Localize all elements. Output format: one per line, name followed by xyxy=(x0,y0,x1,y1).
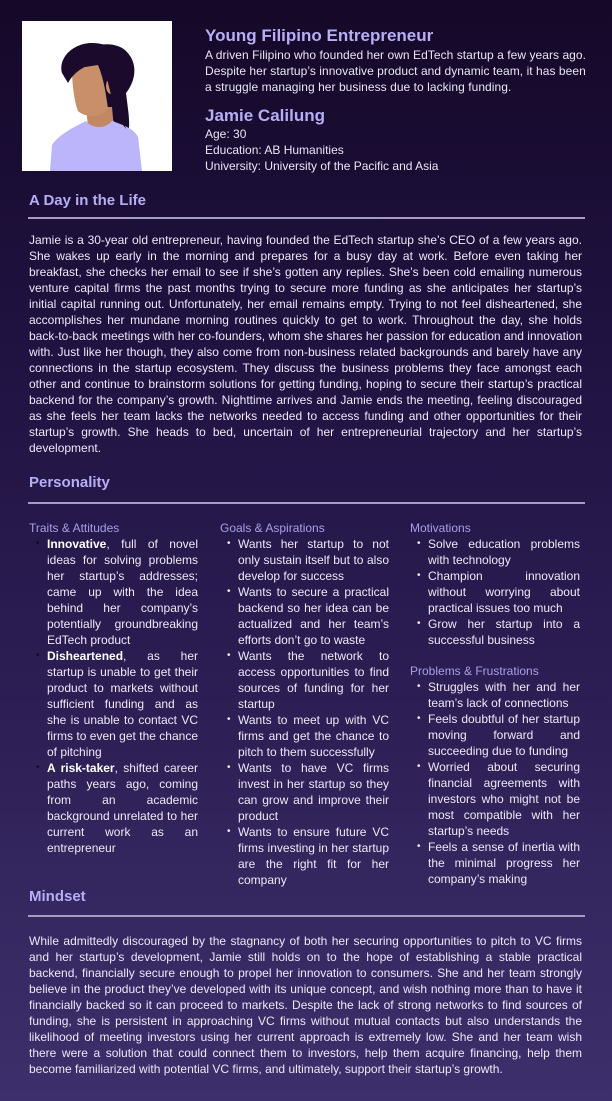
list-item: • Wants to have VC firms invest in her startup so they can grow and improve their product xyxy=(238,760,389,824)
mindset-title: Mindset xyxy=(29,888,86,905)
list-item: • Wants the network to access opportunities to find sources of funding for her startup xyxy=(238,648,389,712)
traits-list xyxy=(29,536,198,856)
motivations-column xyxy=(410,520,580,887)
list-item xyxy=(47,536,198,648)
trait-description: , as her startup is unable to get their product to markets without sufficient funding and as she is unable to contact VC firms to even get the chance of pitching xyxy=(47,649,198,759)
trait-description: , full of novel ideas for solving problems her startup’s addresses; came up with the idea behind her company’s potentially groundbreaking EdTech product xyxy=(47,537,198,647)
persona-age: Age: 30 xyxy=(205,127,247,141)
female-persona-avatar-icon xyxy=(22,21,172,171)
trait-name: A risk-taker xyxy=(47,761,115,775)
list-item: • Wants to meet up with VC firms and get the chance to pitch to them successfully xyxy=(238,712,389,760)
persona-university: University: University of the Pacific and Asia xyxy=(205,159,439,173)
persona-header xyxy=(22,21,592,173)
list-item: • Worried about securing financial agreements with investors who might not be most compatible with her startup’s needs xyxy=(428,759,580,839)
list-item xyxy=(47,648,198,760)
persona-intro xyxy=(205,26,595,174)
persona-tagline: A driven Filipino who founded her own EdTech startup a few years ago. Despite her startup’s innovative product and dynamic team, it has been a struggle managing her business due to lacking funding. xyxy=(205,48,587,94)
motivations-list xyxy=(410,536,580,648)
goals-list xyxy=(220,536,389,888)
goals-title: Goals & Aspirations xyxy=(220,521,325,535)
list-item: • Wants her startup to not only sustain itself but to also develop for success xyxy=(238,536,389,584)
trait-name: Innovative xyxy=(47,537,107,551)
list-item: • Struggles with her and her team’s lack of connections xyxy=(428,679,580,711)
list-item: • Champion innovation without worrying about practical issues too much xyxy=(428,568,580,616)
mindset-divider xyxy=(28,915,585,917)
trait-name: Disheartened xyxy=(47,649,124,663)
traits-column xyxy=(29,520,198,856)
list-item: • Feels doubtful of her startup moving forward and succeeding due to funding xyxy=(428,711,580,759)
mindset-text: While admittedly discouraged by the stagnancy of both her securing opportunities to pitch to VC firms and her startup’s development, Jamie still holds on to the hope of establishing a stable practical backend, financially secure enough to propel her innovation to consumers. She and her team strongly believe in the product they’ve developed with its unique concept, and wish nothing more than to have it financially backed so it can proceed to markets. Despite the lack of strong networks to find sources of funding, she is persistent in approaching VC firms without mutual contacts but also understands the likelihood of meeting investors using her current approach is extremely low. She and her team wish there were a solution that could connect them to investors, help them acquire financing, help them become familiarized with potential VC firms, and ultimately, support their startup’s growth. xyxy=(29,934,582,1076)
list-item: • Wants to secure a practical backend so her idea can be actualized and her team’s efforts don’t go to waste xyxy=(238,584,389,648)
persona-education: Education: AB Humanities xyxy=(205,143,344,157)
list-item: • Grow her startup into a successful business xyxy=(428,616,580,648)
persona-name: Jamie Calilung xyxy=(205,106,325,125)
goals-column xyxy=(220,520,389,888)
day-in-life-text: Jamie is a 30-year old entrepreneur, having founded the EdTech startup she’s CEO of a few years ago. She wakes up early in the morning and prepares for a busy day at work. Before even taking her breakfast, she checks her email to see if she’s gotten any replies. She’s been cold emailing numerous venture capital firms the past months trying to secure more funding as she anticipates her startup’s initial capital running out. Unfortunately, her email remains empty. Trying to not feel disheartened, she accomplishes her mundane morning routines quickly to get to work. Throughout the day, she holds back-to-back meetings with her co-founders, whom she shares her passion for education and innovation with. Just like her though, they also come from non-business related backgrounds and barely have any connections in the startup ecosystem. They discuss the business problems they face amongst each other and continue to brainstorm solutions for getting funding, hoping to secure their startup’s practical backend for the company’s growth. Nighttime arrives and Jamie ends the meeting, feeling discouraged as she feels her team lacks the networks needed to access funding and other opportunities for their startup’s growth. She heads to bed, uncertain of her entrepreneurial trajectory and her startup’s development. xyxy=(29,233,582,455)
list-item xyxy=(47,760,198,856)
problems-title: Problems & Frustrations xyxy=(410,664,539,678)
motivations-title: Motivations xyxy=(410,521,471,535)
persona-title: Young Filipino Entrepreneur xyxy=(205,26,434,45)
list-item: • Wants to ensure future VC firms investing in her startup are the right fit for her company xyxy=(238,824,389,888)
list-item: • Feels a sense of inertia with the minimal progress her company’s making xyxy=(428,839,580,887)
trait-description: , shifted career paths years ago, coming from an academic background unrelated to her current work as an entrepreneur xyxy=(47,761,199,855)
list-item: • Solve education problems with technology xyxy=(428,536,580,568)
traits-title: Traits & Attitudes xyxy=(29,521,120,535)
problems-list xyxy=(410,679,580,887)
personality-title: Personality xyxy=(29,474,110,491)
day-in-life-title: A Day in the Life xyxy=(29,192,146,209)
day-in-life-divider xyxy=(28,217,585,219)
personality-divider xyxy=(28,502,585,504)
